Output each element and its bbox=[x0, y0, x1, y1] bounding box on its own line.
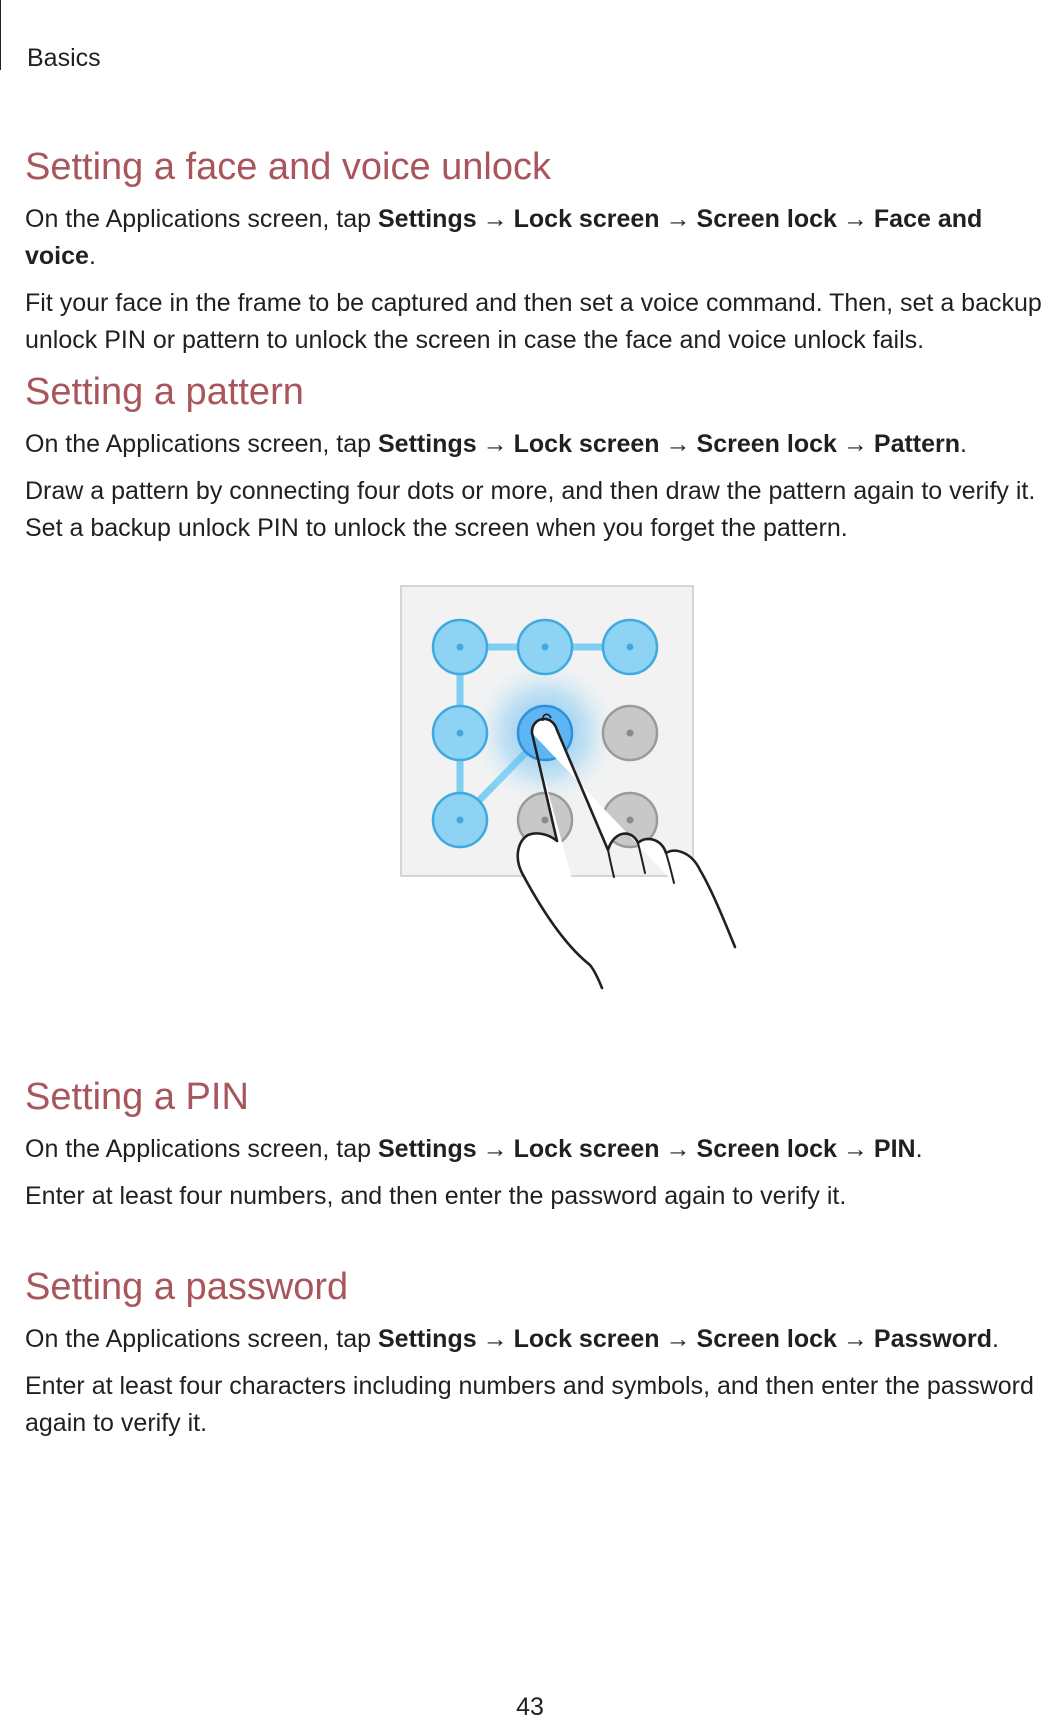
pattern-dot bbox=[603, 620, 657, 674]
section-pattern bbox=[25, 370, 1055, 547]
pattern-dot bbox=[603, 706, 657, 760]
section-title: Setting a face and voice unlock bbox=[25, 146, 552, 188]
nav-instruction: On the Applications screen, tap Settings → Lock screen → Screen lock → Face and voice. bbox=[25, 205, 983, 270]
section-description: Enter at least four numbers, and then enter the password again to verify it. bbox=[25, 1182, 847, 1210]
margin-rule bbox=[0, 0, 1, 70]
pattern-dot bbox=[518, 620, 572, 674]
section-title: Setting a pattern bbox=[25, 371, 304, 413]
pattern-dot bbox=[433, 706, 487, 760]
nav-instruction: On the Applications screen, tap Settings → Lock screen → Screen lock → Password. bbox=[25, 1325, 999, 1353]
nav-instruction: On the Applications screen, tap Settings → Lock screen → Screen lock → PIN. bbox=[25, 1135, 923, 1163]
running-header: Basics bbox=[27, 44, 101, 72]
section-description: Draw a pattern by connecting four dots or more, and then draw the pattern again to verify it. Set a backup unlock PIN to unlock the screen when you forget the pattern. bbox=[25, 477, 1036, 542]
section-description: Enter at least four characters including numbers and symbols, and then enter the password again to verify it. bbox=[25, 1372, 1034, 1437]
section-pin bbox=[25, 1075, 1055, 1215]
section-face-voice bbox=[25, 145, 1055, 359]
page-number: 43 bbox=[516, 1693, 544, 1721]
section-description: Fit your face in the frame to be captured and then set a voice command. Then, set a backup unlock PIN or pattern to unlock the screen in case the face and voice unlock fails. bbox=[25, 289, 1042, 354]
pattern-lock-illustration bbox=[400, 585, 740, 1015]
nav-instruction: On the Applications screen, tap Settings → Lock screen → Screen lock → Pattern. bbox=[25, 430, 967, 458]
section-title: Setting a PIN bbox=[25, 1076, 249, 1118]
section-password bbox=[25, 1265, 1055, 1442]
pattern-dot bbox=[433, 620, 487, 674]
section-title: Setting a password bbox=[25, 1266, 349, 1308]
pattern-dot bbox=[433, 793, 487, 847]
